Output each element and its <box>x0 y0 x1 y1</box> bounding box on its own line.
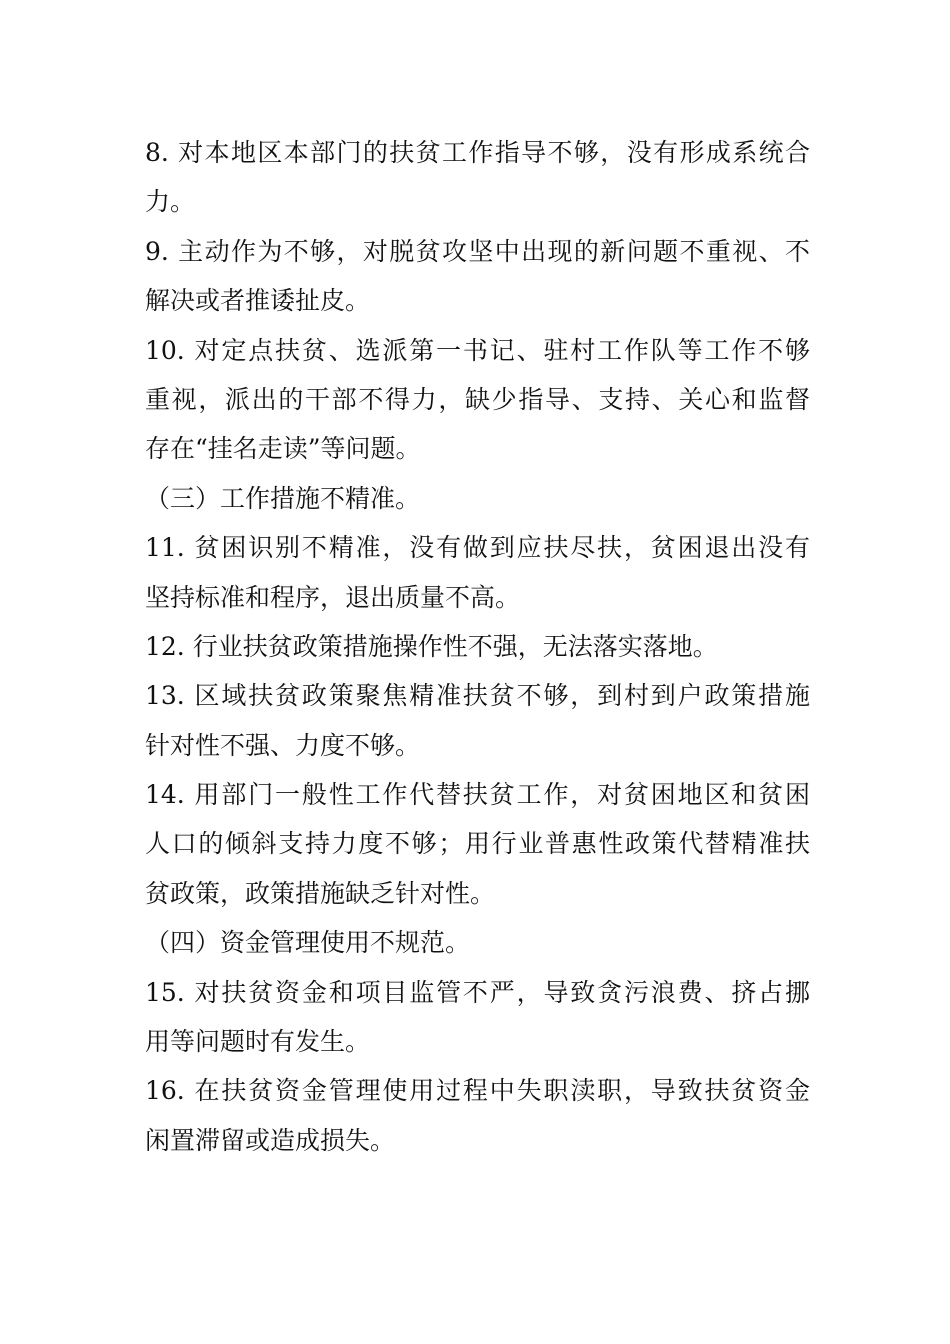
section-heading-4: （四）资金管理使用不规范。 <box>145 928 471 958</box>
item-12-line-1: 12. 行业扶贫政策措施操作性不强，无法落实落地。 <box>145 631 718 661</box>
item-14-line-3: 贫政策，政策措施缺乏针对性。 <box>145 878 496 908</box>
item-15-line-2: 用等问题时有发生。 <box>145 1027 371 1057</box>
section-heading-3: （三）工作措施不精准。 <box>145 483 421 513</box>
item-16-line-1: 16. 在扶贫资金管理使用过程中失职渎职，导致扶贫资金 <box>145 1076 810 1106</box>
document-body <box>145 128 810 1165</box>
item-15-line-1: 15. 对扶贫资金和项目监管不严，导致贪污浪费、挤占挪 <box>145 977 810 1007</box>
item-8-line-1: 8. 对本地区本部门的扶贫工作指导不够，没有形成系统合 <box>145 138 810 167</box>
item-8-line-2: 力。 <box>145 187 196 217</box>
item-13-line-1: 13. 区域扶贫政策聚焦精准扶贫不够，到村到户政策措施 <box>145 681 810 711</box>
item-9-line-2: 解决或者推诿扯皮。 <box>145 286 371 316</box>
item-10-line-2: 重视，派出的干部不得力，缺少指导、支持、关心和监督 <box>145 384 810 414</box>
item-14-line-2: 人口的倾斜支持力度不够；用行业普惠性政策代替精准扶 <box>145 829 810 859</box>
item-9-line-1: 9. 主动作为不够，对脱贫攻坚中出现的新问题不重视、不 <box>145 236 810 266</box>
item-13-line-2: 针对性不强、力度不够。 <box>145 730 421 760</box>
item-14-line-1: 14. 用部门一般性工作代替扶贫工作，对贫困地区和贫困 <box>145 780 810 810</box>
item-10-line-1: 10. 对定点扶贫、选派第一书记、驻村工作队等工作不够 <box>145 335 810 365</box>
item-16-line-2: 闲置滞留或造成损失。 <box>145 1125 396 1155</box>
item-11-line-2: 坚持标准和程序，退出质量不高。 <box>145 582 521 612</box>
item-11-line-1: 11. 贫困识别不精准，没有做到应扶尽扶，贫困退出没有 <box>145 533 810 563</box>
item-10-line-3: 存在“挂名走读”等问题。 <box>145 434 421 464</box>
